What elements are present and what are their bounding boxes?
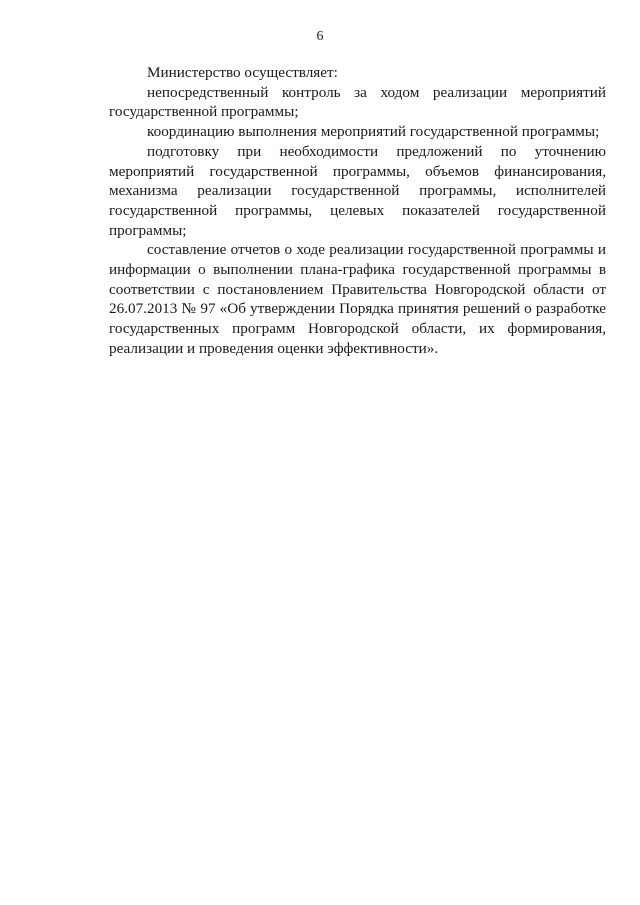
paragraph-proposals: подготовку при необходимости предложений по уточнению мероприятий государственной программы, объемов финансирования, механизма реализации государственной программы, исполнителей государственной программы, целевых показателей государственной программы;	[109, 142, 606, 239]
paragraph-control: непосредственный контроль за ходом реализации мероприятий государственной программы;	[109, 83, 606, 121]
document-body	[109, 63, 606, 359]
page-number: 6	[316, 29, 324, 44]
paragraph-coordination: координацию выполнения мероприятий государственной программы;	[147, 123, 600, 141]
paragraph-ministry-intro: Министерство осуществляет:	[147, 64, 338, 81]
paragraph-reports: составление отчетов о ходе реализации государственной программы и информации о выполнении плана-графика государственной программы в соответствии с постановлением Правительства Новгородской области от 26.07.2013 № 97 «Об утверждении Порядка принятия решений о разработке государственных программ Новгородской области, их формирования, реализации и проведения оценки эффективности».	[109, 241, 606, 357]
